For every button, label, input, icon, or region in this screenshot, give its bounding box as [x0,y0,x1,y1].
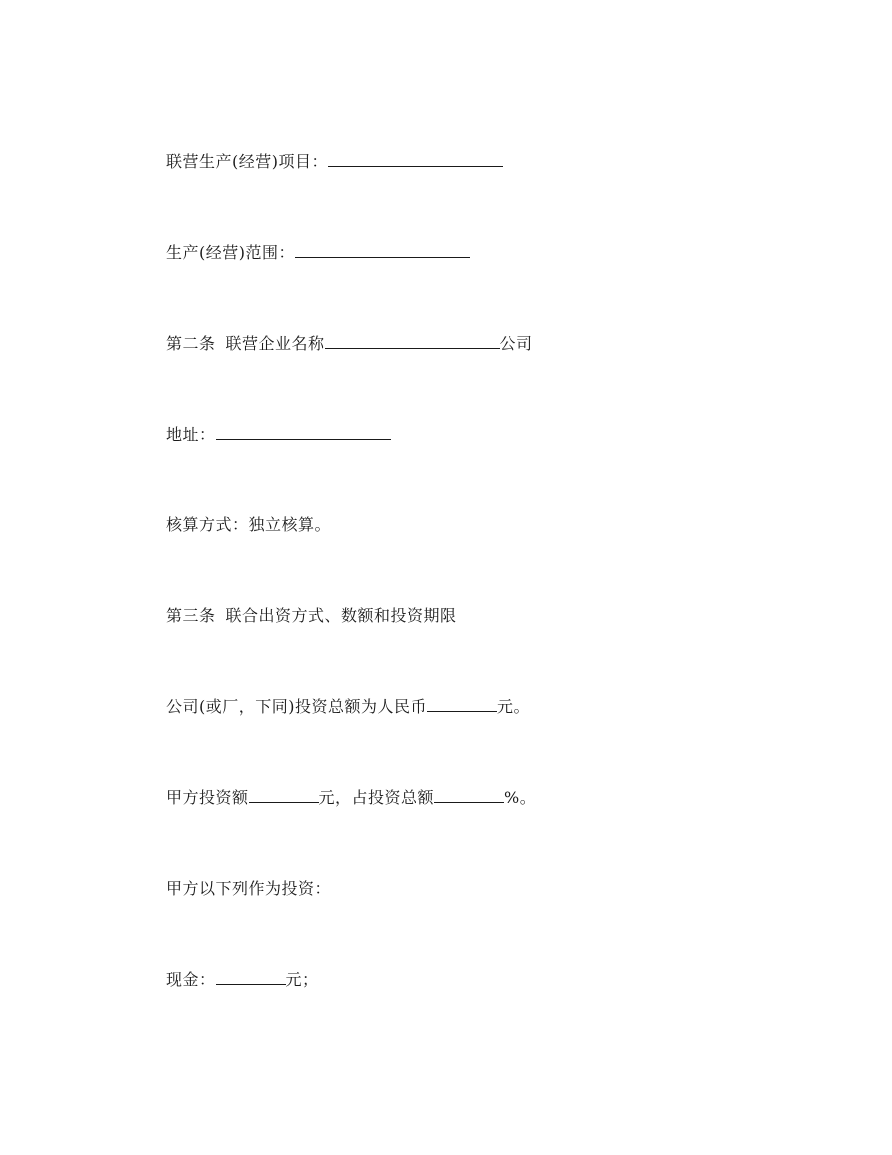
enterprise-name-label: 联营企业名称 [225,334,325,353]
accounting-text: 核算方式：独立核算。 [166,515,332,534]
total-investment-label: 公司(或厂，下同)投资总额为人民币 [166,697,427,716]
enterprise-name-blank[interactable] [325,334,500,349]
party-a-share-blank[interactable] [434,788,504,803]
article-2-number: 第二条 [166,334,216,353]
total-investment-suffix: 元。 [497,697,531,716]
party-a-items-text: 甲方以下列作为投资： [166,879,332,898]
total-investment-blank[interactable] [427,697,497,712]
address-label: 地址： [166,425,216,444]
enterprise-name-suffix: 公司 [499,334,533,353]
project-label: 联营生产(经营)项目： [166,152,328,171]
cash-blank[interactable] [216,970,286,985]
party-a-share-suffix: %。 [504,788,537,807]
cash-line [166,969,319,991]
article-3-title: 联合出资方式、数额和投资期限 [225,606,457,625]
cash-suffix: 元； [285,970,319,989]
accounting-line [166,514,331,536]
total-investment-line [166,696,530,718]
party-a-amount-line [166,787,536,809]
scope-label: 生产(经营)范围： [166,243,295,262]
project-blank[interactable] [328,152,503,167]
address-line [166,424,391,446]
article-3-line [166,605,457,627]
address-blank[interactable] [216,425,391,440]
party-a-amount-blank[interactable] [249,788,319,803]
party-a-amount-label: 甲方投资额 [166,788,249,807]
article-3-number: 第三条 [166,606,216,625]
party-a-items-line [166,878,331,900]
article-2-line [166,333,533,355]
project-line [166,151,503,173]
party-a-share-label: 元，占投资总额 [318,788,435,807]
scope-line [166,242,470,264]
scope-blank[interactable] [295,243,470,258]
cash-label: 现金： [166,970,216,989]
